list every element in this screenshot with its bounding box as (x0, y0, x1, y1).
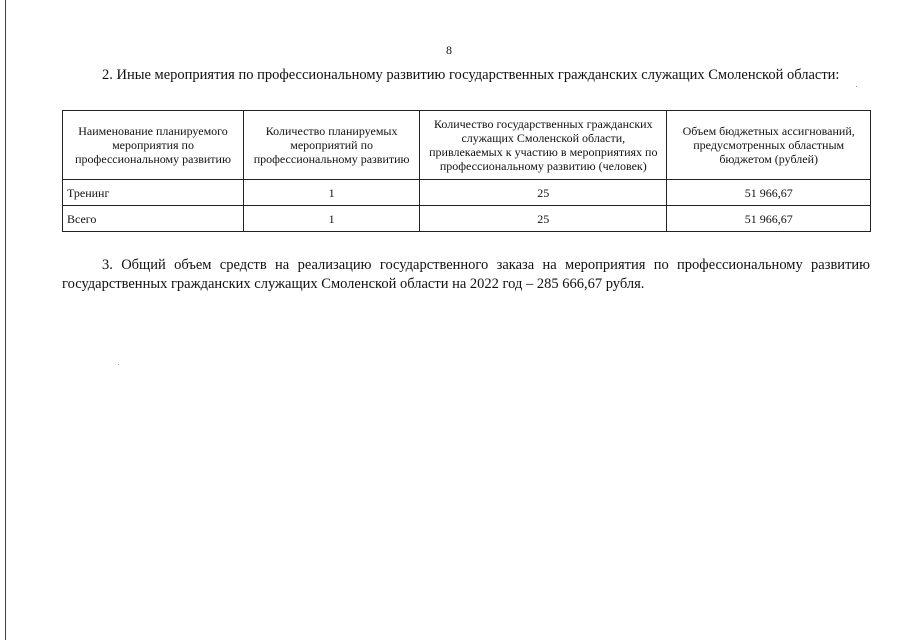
table-header-row (63, 111, 871, 180)
table-row (63, 180, 871, 206)
header-event-count: Количество планируемых мероприятий по профессиональному развитию (244, 111, 420, 180)
cell-total-label: Всего (63, 206, 244, 232)
cell-total-participants: 25 (420, 206, 667, 232)
cell-total-count: 1 (244, 206, 420, 232)
cell-participants: 25 (420, 180, 667, 206)
table-row-total (63, 206, 871, 232)
header-participants-count: Количество государственных гражданских служащих Смоленской области, привлекаемых к участию в мероприятиях по профессиональному развитию (человек) (420, 111, 667, 180)
section-3-text: 3. Общий объем средств на реализацию государственного заказа на мероприятия по профессиональному развитию государственных гражданских служащих Смоленской области на 2022 год – 285 666,67 рубля. (62, 257, 870, 292)
scan-speck (118, 364, 119, 365)
section-3-paragraph (62, 256, 870, 294)
cell-event-name: Тренинг (63, 180, 244, 206)
header-event-name: Наименование планируемого мероприятия по профессиональному развитию (63, 111, 244, 180)
section-2-heading (62, 66, 870, 85)
section-2-text: 2. Иные мероприятия по профессиональному развитию государственных гражданских служащих Смоленской области: (102, 67, 840, 83)
page-number: 8 (446, 43, 452, 57)
header-budget-amount: Объем бюджетных ассигнований, предусмотренных областным бюджетом (рублей) (667, 111, 871, 180)
page-edge-line (5, 0, 6, 640)
cell-budget: 51 966,67 (667, 180, 871, 206)
scan-speck (856, 86, 857, 87)
events-table (62, 110, 871, 232)
cell-total-budget: 51 966,67 (667, 206, 871, 232)
cell-event-count: 1 (244, 180, 420, 206)
